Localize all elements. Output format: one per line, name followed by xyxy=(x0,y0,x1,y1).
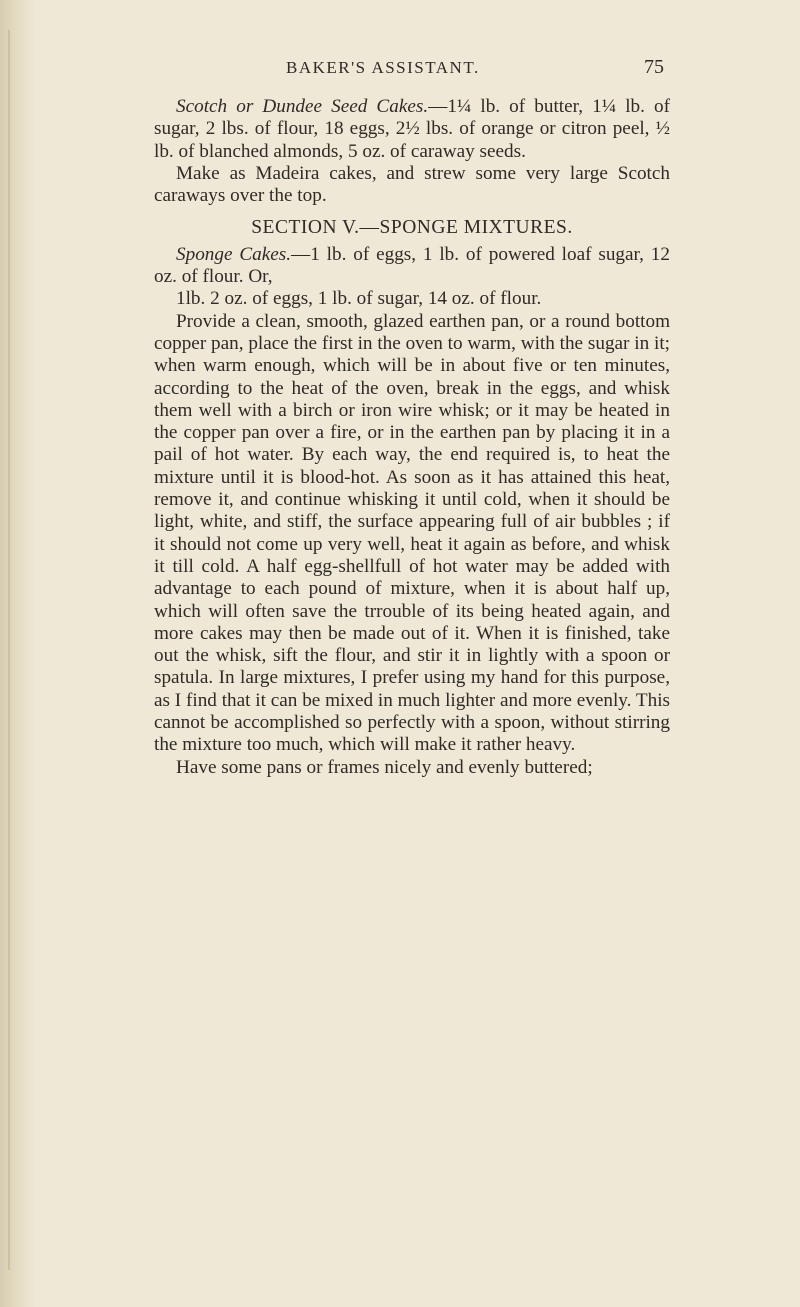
body-text xyxy=(154,96,670,779)
sponge-cake-ingredients: —1 lb. of eggs, 1 lb. of powered loaf sugar, 12 oz. of flour. Or, xyxy=(154,243,670,288)
section-heading: SECTION V.—SPONGE MIXTURES. xyxy=(251,217,573,239)
page-number: 75 xyxy=(644,56,664,78)
scotch-cake-title: Scotch or Dundee Seed Cakes. xyxy=(176,96,429,117)
gutter-shadow xyxy=(8,30,10,1270)
running-head xyxy=(200,58,672,82)
book-page xyxy=(154,0,672,1307)
scotch-cake-method: Make as Madeira cakes, and strew some very large Scotch caraways over the top. xyxy=(154,162,670,207)
running-title: BAKER'S ASSISTANT. xyxy=(286,58,480,77)
sponge-cake-recipe xyxy=(154,244,670,289)
sponge-cake-title: Sponge Cakes. xyxy=(176,243,292,265)
sponge-cake-method: Provide a clean, smooth, glazed earthen pan, or a round bottom copper pan, place the first in the oven to warm, with the sugar in it; when warm enough, which will be in about five or ten minutes, according to the heat of the oven, break in the eggs, and whisk them well with a birch or iron wire whisk; or it may be heated in the copper pan over a fire, or in the earthen pan by placing it in a pail of hot water. By each way, the end required is, to heat the mixture until it is blood-hot. As soon as it has attained this heat, remove it, and continue whisking it until cold, when it should be light, white, and stiff, the surface appearing full of air bubbles ; if it should not come up very well, heat it again as before, and whisk it till cold. A half egg-shellfull of hot water may be added with advantage to each pound of mixture, when it is about half up, which will often save the trrouble of its being heated again, and more cakes may then be made out of it. When it is finished, take out the whisk, sift the flour, and stir it in lightly with a spoon or spatula. In large mixtures, I prefer using my hand for this purpose, as I find that it can be mixed in much lighter and more evenly. This cannot be accomplished so perfectly with a spoon, without stirring the mixture too much, which will make it rather heavy. xyxy=(154,310,670,756)
scotch-cake-ingredients: —1¼ lb. of butter, 1¼ lb. of sugar, 2 lbs. of flour, 18 eggs, 2½ lbs. of orange or citron peel, ½ lb. of blanched almonds, 5 oz. of caraway seeds. xyxy=(154,96,670,162)
sponge-cake-last-line: Have some pans or frames nicely and evenly buttered; xyxy=(176,756,593,778)
book-spine-edge xyxy=(0,0,36,1307)
sponge-cake-alt-ingredients: 1lb. 2 oz. of eggs, 1 lb. of sugar, 14 oz. of flour. xyxy=(176,288,542,310)
scotch-cake-recipe xyxy=(154,96,670,163)
